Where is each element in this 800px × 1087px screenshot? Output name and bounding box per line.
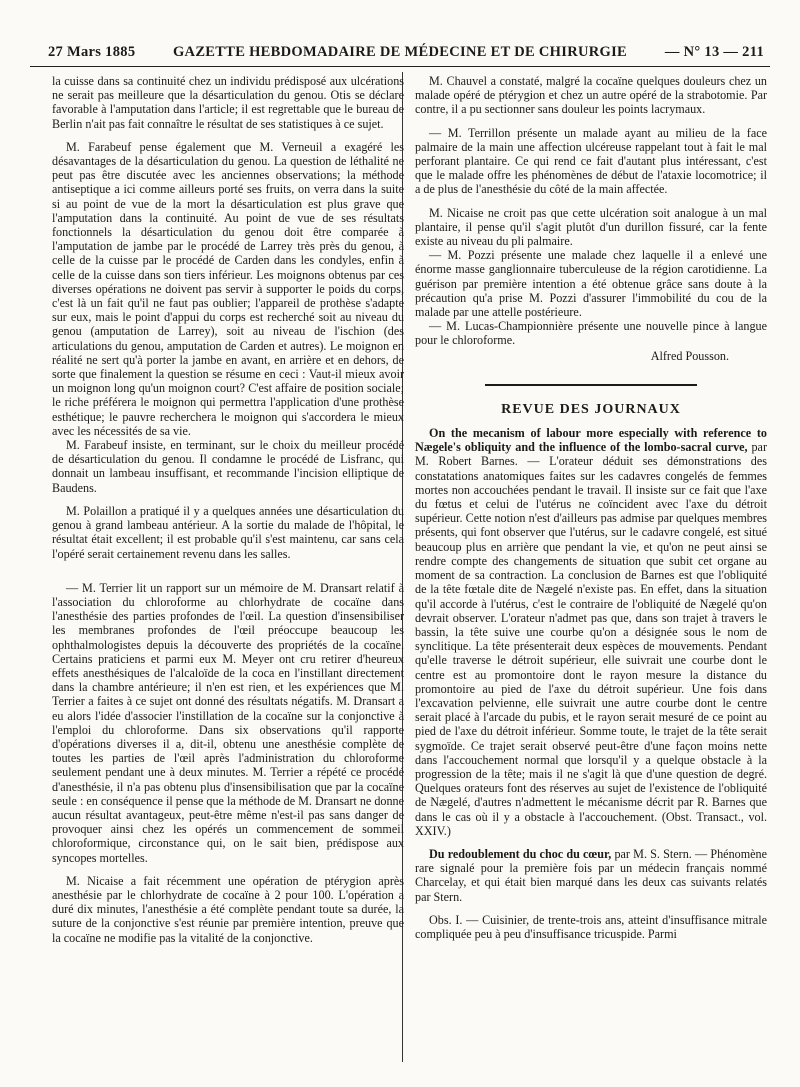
review-item-title: On the mecanism of labour more especially with reference to Nægele's obliquity and the influence of the lombo-sacral curve, — [415, 426, 767, 455]
issue-date: 27 Mars 1885 — [48, 44, 136, 60]
section-ornament-rule — [415, 377, 767, 393]
left-column — [52, 74, 404, 945]
review-item — [415, 426, 767, 838]
review-item — [415, 847, 767, 904]
paragraph: — M. Terrillon présente un malade ayant au milieu de la face palmaire de la main une affection ulcéreuse rappelant tout à fait le mal perforant plantaire. Ce qui rend ce fait d'autant plus intéressant, c'est que le malade offre les phénomènes de début de l'ataxie locomotrice; il a de plus de l'anesthésie du côté de la main affectée. — [415, 125, 767, 197]
paragraph: M. Chauvel a constaté, malgré la cocaïne quelques douleurs chez un malade opéré de ptérygion et chez un autre opéré de la strabotomie. Par contre, il a pu sectionner sans douleur les points lacrymaux. — [415, 74, 767, 117]
review-item-title: Du redoublement du choc du cœur, — [429, 846, 612, 861]
review-item-body: par M. S. Stern. — Phénomène rare signalé pour la première fois par un médecin français nommé Charcelay, et qui était bien marqué dans les deux cas suivants relatés par Stern. — [415, 846, 767, 904]
review-item-body: par M. Robert Barnes. — L'orateur déduit ses démonstrations des constatations anatomiques faites sur les cadavres congelés de femmes mortes non accouchées pendant le travail. Il insiste sur ce fait que l'axe du fœtus et celui de l'utérus ne coïncident avec l'axe du détroit supérieur. Cette notion n'est d'ailleurs pas admise par quelques membres présents, qui font observer que l'utérus, sur le cadavre congelé, est situé beaucoup plus en arrière que pendant la vie, et qu'on ne peut ainsi se rendre compte des changements de situation que subit cet organe au moment de sa contraction. La conclusion de Barnes est que l'obliquité de la tête fœtale dite de Nægelé n'existe pas. En effet, dans la situation qu'il accorde à l'utérus, c'est le contraire de l'obliquité de Nægelé qu'on devrait observer. L'orateur n'admet pas que, dans son trajet à travers le bassin, la tête suive une courbe qu'on a désignée sous le nom de synclitique. La tête présenterait deux espèces de mouvements. Pendant qu'elle traverse le détroit supérieur, elle suivrait une courbe dont le centre est au promontoire dont le rayon mesure la distance du promontoire au pied de l'axe du détroit supérieur. Une fois dans l'excavation pelvienne, elle suivrait une autre courbe dont le centre serait placé à l'arcade du pubis, et le rayon serait mesuré de ce point au pied de l'axe du détroit inférieur. Somme toute, le trajet de la tête serait sygmoïde. Ce trajet serait observé peut-être d'une façon moins nette dans l'accouchement normal que lorsqu'il y a quelque obstacle à la progression de la tête; mais il ne s'agit là que d'une question de degré. Quelques orateurs font des réserves au sujet de l'existence de l'obliquité de Nægelé, d'autres n'admettent le mécanisme décrit par R. Barnes que dans le cas où il y a obstacle à l'accouchement. (Obst. Transact., vol. XXIV.) — [415, 440, 767, 838]
paragraph: la cuisse dans sa continuité chez un individu prédisposé aux ulcérations ne serait pas meilleure que la désarticulation du genou. Otis se déclare favorable à l'amputation dans l'article; il est regrettable que le bureau de Berlin n'ait pas fait connaître le résultat de ses statistiques à ce sujet. — [52, 74, 404, 131]
observation-paragraph: Obs. I. — Cuisinier, de trente-trois ans, atteint d'insuffisance mitrale compliquée peu à peu d'insuffisance tricuspide. Parmi — [415, 912, 767, 941]
journal-title: GAZETTE HEBDOMADAIRE DE MÉDECINE ET DE CHIRURGIE — [172, 44, 628, 60]
issue-page-number: — N° 13 — 211 — [664, 44, 764, 60]
paragraph: M. Farabeuf pense également que M. Verneuil a exagéré les désavantages de la désarticulation du genou. La question de léthalité ne peut pas être discutée avec les anciennes observations; la méthode antiseptique a ici comme ailleurs porté ses fruits, on verra dans la suite si au point de vue de la mort la désarticulation est plus grave que l'amputation dans la continuité. Au point de vue de ses résultats fonctionnels la désarticulation du genou doit être comparée à l'amputation de jambe par le procédé de Larrey très près du genou, à celle de la cuisse par le procédé de Carden dans les condyles, enfin à celle de la cuisse dans son tiers inférieur. Les moignons obtenus par ces diverses opérations ne doivent pas servir à supporter le poids du corps, c'est là un fait qu'il ne faut pas oublier; l'appareil de prothèse s'adapte sur eux, mais le point d'appui du corps est recherché soit au niveau du genou (amputation de Larrey), soit au niveau de l'ischion (des articulations du genou, amputation de Carden et autres). Le moignon en réalité ne sert qu'à porter la jambe en avant, en arrière et en dehors, de sorte que finalement la question se résume en ceci : Vaut-il mieux avoir un moignon long qu'un moignon court? C'est affaire de position sociale; le riche préférera le moignon qui permettra l'application d'une prothèse esthétique; le pauvre recherchera le moignon qui s'accordera le mieux avec les nécessités de sa vie. — [52, 139, 404, 438]
paragraph: M. Nicaise a fait récemment une opération de ptérygion après anesthésie par le chlorhydrate de cocaïne à 2 pour 100. L'opération a duré dix minutes, l'anesthésie a été complète pendant toute sa durée, la suture de la conjonctive s'est réunie par première intention, preuve que la cocaïne ne modifie pas la vitalité de la conjonctive. — [52, 873, 404, 945]
paragraph: M. Farabeuf insiste, en terminant, sur le choix du meilleur procédé de désarticulation du genou. Il condamne le procédé de Lisfranc, qui donnait un lambeau insuffisant, et recommande l'incision elliptique de Baudens. — [52, 438, 404, 495]
paragraph: — M. Lucas-Championnière présente une nouvelle pince à langue pour le chloroforme. — [415, 319, 767, 348]
author-signature: Alfred Pousson. — [650, 348, 729, 363]
running-header — [30, 40, 770, 67]
paragraph: M. Nicaise ne croit pas que cette ulcération soit analogue à un mal plantaire, il pense qu'il s'agit plutôt d'un durillon fissuré, car la fente existe au niveau du pli palmaire. — [415, 205, 767, 249]
paragraph: — M. Terrier lit un rapport sur un mémoire de M. Dransart relatif à l'association du chloroforme au chlorhydrate de cocaïne dans l'anesthésie des parties profondes de l'œil. La question d'insensibiliser les membranes profondes de l'œil préoccupe beaucoup les ophthalmologistes depuis la découverte des propriétés de la cocaïne. Certains praticiens et parmi eux M. Meyer ont cru retirer d'heureux effets anesthésiques de l'alcaloïde de la coca en l'instillant directement dans la chambre antérieure; il n'en est rien, et les expériences que M. Terrier a faites à ce sujet ont donné des résultats négatifs. M. Dransart a eu alors l'idée d'associer l'instillation de la cocaïne sur la conjonctive à l'emploi du chloroforme. Dans six observations qu'il rapporte d'opérations diverses il a, dit-il, obtenu une anesthésie complète de toutes les parties de l'œil après l'administration du chloroforme seulement pendant une à deux minutes. M. Terrier a répété ce procédé d'anesthésie, il n'a pas obtenu plus d'insensibilisation que par la cocaïne seule : en conséquence il pense que la méthode de M. Dransart ne donne aucun résultat avantageux, peut-être même n'est-il pas sans danger de provoquer ainsi chez les opérés un commencement de sommeil chloroformique, circonstance qui, on le sait bien, prédispose aux syncopes mortelles. — [52, 580, 404, 865]
section-heading: REVUE DES JOURNAUX — [501, 401, 681, 417]
paragraph: — M. Pozzi présente une malade chez laquelle il a enlevé une énorme masse ganglionnaire tuberculeuse de la région carotidienne. La guérison par première intention a été obtenue grâce sans doute à la précaution qu'a prise M. Pozzi d'assurer l'immobilité du cou de la malade par une attelle postérieure. — [415, 248, 767, 320]
paragraph: M. Polaillon a pratiqué il y a quelques années une désarticulation du genou à grand lambeau antérieur. A la sortie du malade de l'hôpital, le résultat était excellent; il est probable qu'il s'est maintenu, car sans cela l'opéré serait certainement revenu dans les salles. — [52, 503, 404, 561]
right-column — [415, 74, 767, 941]
